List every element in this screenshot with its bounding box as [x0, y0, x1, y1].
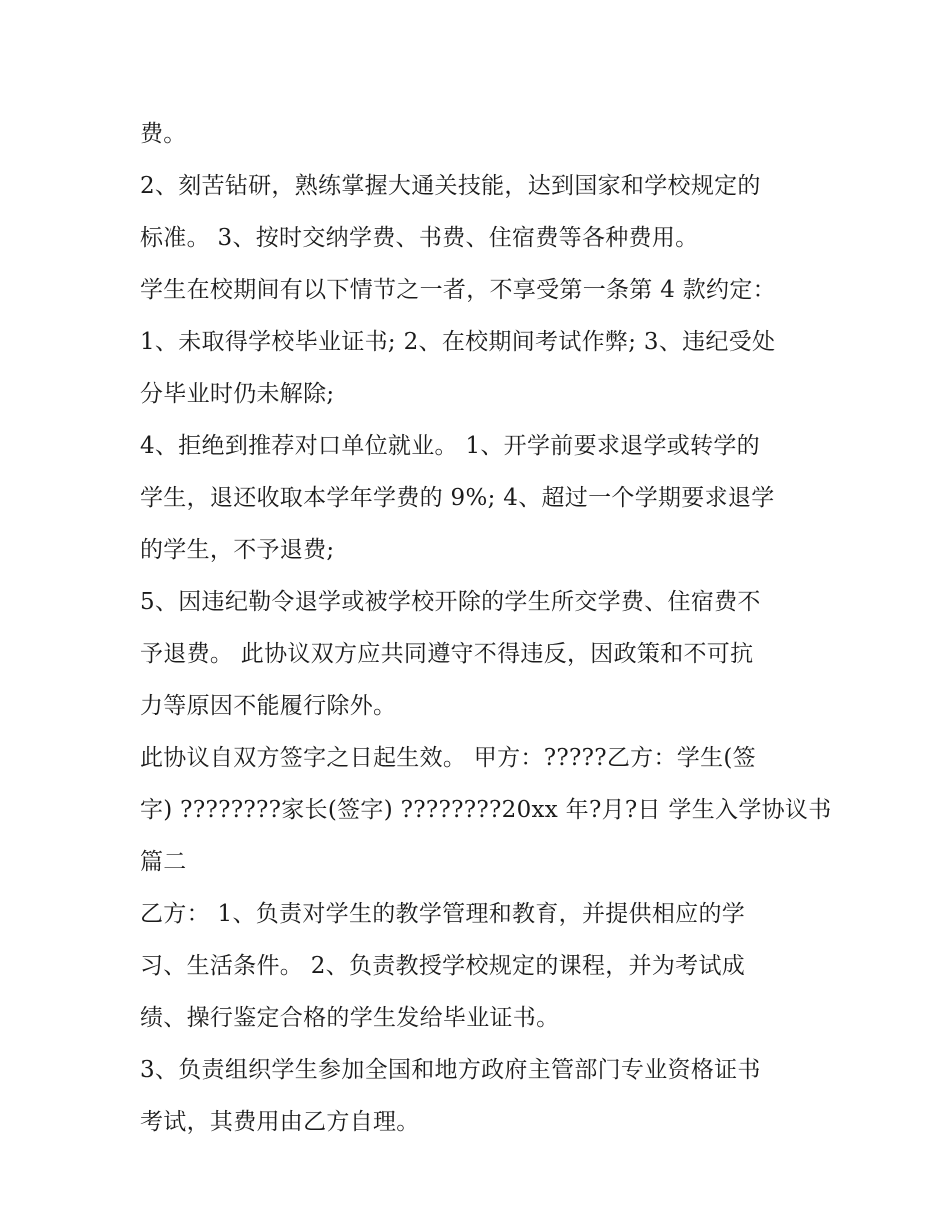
- text-line: 予退费。 此协议双方应共同遵守不得违反，因政策和不可抗: [140, 641, 754, 667]
- text-line: 5、因违纪勒令退学或被学校开除的学生所交学费、住宿费不: [140, 589, 761, 615]
- text-line: 习、生活条件。 2、负责教授学校规定的课程，并为考试成: [140, 953, 746, 979]
- text-line: 绩、操行鉴定合格的学生发给毕业证书。: [140, 1005, 560, 1031]
- text-line: 乙方： 1、负责对学生的教学管理和教育，并提供相应的学: [140, 901, 746, 927]
- text-line: 的学生，不予退费;: [140, 537, 335, 563]
- text-line: 考试，其费用由乙方自理。: [140, 1109, 420, 1135]
- text-line: 力等原因不能履行除外。: [140, 693, 397, 719]
- text-line: 费。: [140, 121, 187, 147]
- text-line: 字) ????????家长(签字) ????????20xx 年?月?日 学生入学协议书: [140, 797, 832, 823]
- text-line: 4、拒绝到推荐对口单位就业。 1、开学前要求退学或转学的: [140, 433, 760, 459]
- document-body: [140, 108, 832, 1148]
- text-line: 标准。 3、按时交纳学费、书费、住宿费等各种费用。: [140, 225, 699, 251]
- text-line: 3、负责组织学生参加全国和地方政府主管部门专业资格证书: [140, 1057, 761, 1083]
- text-line: 2、刻苦钻研，熟练掌握大通关技能，达到国家和学校规定的: [140, 173, 761, 199]
- text-line: 1、未取得学校毕业证书; 2、在校期间考试作弊; 3、违纪受处: [140, 329, 776, 355]
- text-line: 学生在校期间有以下情节之一者，不享受第一条第 4 款约定：: [140, 277, 776, 303]
- section-heading: 篇二: [140, 849, 187, 875]
- text-line: 学生，退还收取本学年学费的 9%; 4、超过一个学期要求退学: [140, 485, 775, 511]
- text-line: 此协议自双方签字之日起生效。 甲方：?????乙方：学生(签: [140, 745, 756, 771]
- text-line: 分毕业时仍未解除;: [140, 381, 335, 407]
